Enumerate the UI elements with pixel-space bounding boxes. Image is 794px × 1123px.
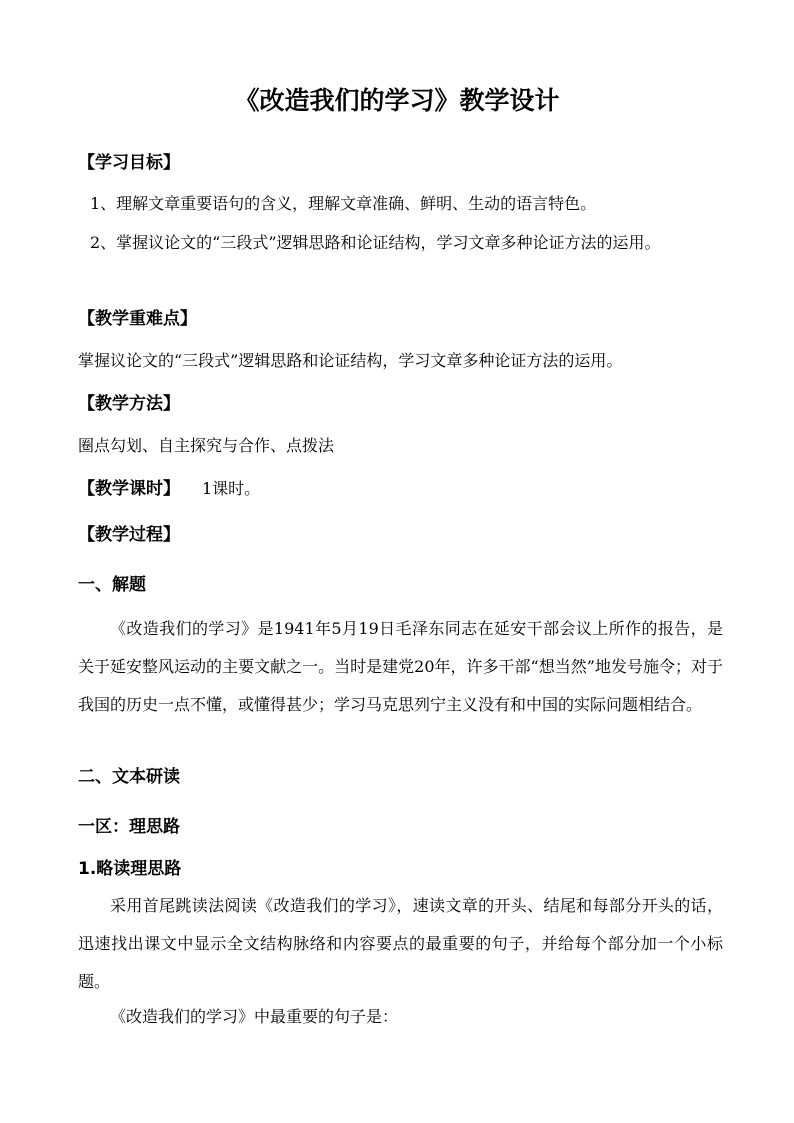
hours-value: 1课时。	[202, 479, 261, 498]
objective-item-2: 2、掌握议论文的“三段式”逻辑思路和论证结构，学习文章多种论证方法的运用。	[90, 233, 661, 252]
document-title: 《改造我们的学习》教学设计	[234, 86, 560, 115]
sub1-heading: 1.略读理思路	[78, 859, 182, 879]
hours-heading: 【教学课时】	[78, 479, 180, 499]
section1-heading: 一、解题	[78, 575, 146, 595]
objective-item-1: 1、理解文章重要语句的含义，理解文章准确、鲜明、生动的语言特色。	[90, 194, 597, 213]
objectives-heading: 【学习目标】	[78, 153, 180, 173]
methods-heading: 【教学方法】	[78, 394, 180, 414]
sub1-text2: 《改造我们的学习》中最重要的句子是：	[110, 1007, 399, 1026]
hours-line	[78, 472, 723, 506]
section2-heading: 二、文本研读	[78, 767, 180, 787]
methods-text: 圈点勾划、自主探究与合作、点拨法	[78, 436, 335, 455]
process-heading: 【教学过程】	[78, 525, 180, 545]
zone1-heading: 一区：理思路	[78, 817, 180, 837]
sub1-text: 采用首尾跳读法阅读《改造我们的学习》，速读文章的开头、结尾和每部分开头的话，迅速找出课文中显示全文结构脉络和内容要点的最重要的句子，并给每个部分加一个小标题。	[78, 896, 723, 991]
section1-text: 《改造我们的学习》是1941年5月19日毛泽东同志在延安干部会议上所作的报告，是关于延安整风运动的主要文献之一。当时是建党20年，许多干部“想当然”地发号施令；对于我国的历史一点不懂，或懂得甚少；学习马克思列宁主义没有和中国的实际问题相结合。	[78, 619, 723, 714]
key-points-text: 掌握议论文的“三段式”逻辑思路和论证结构，学习文章多种论证方法的运用。	[78, 351, 623, 370]
key-points-heading: 【教学重难点】	[78, 309, 197, 329]
